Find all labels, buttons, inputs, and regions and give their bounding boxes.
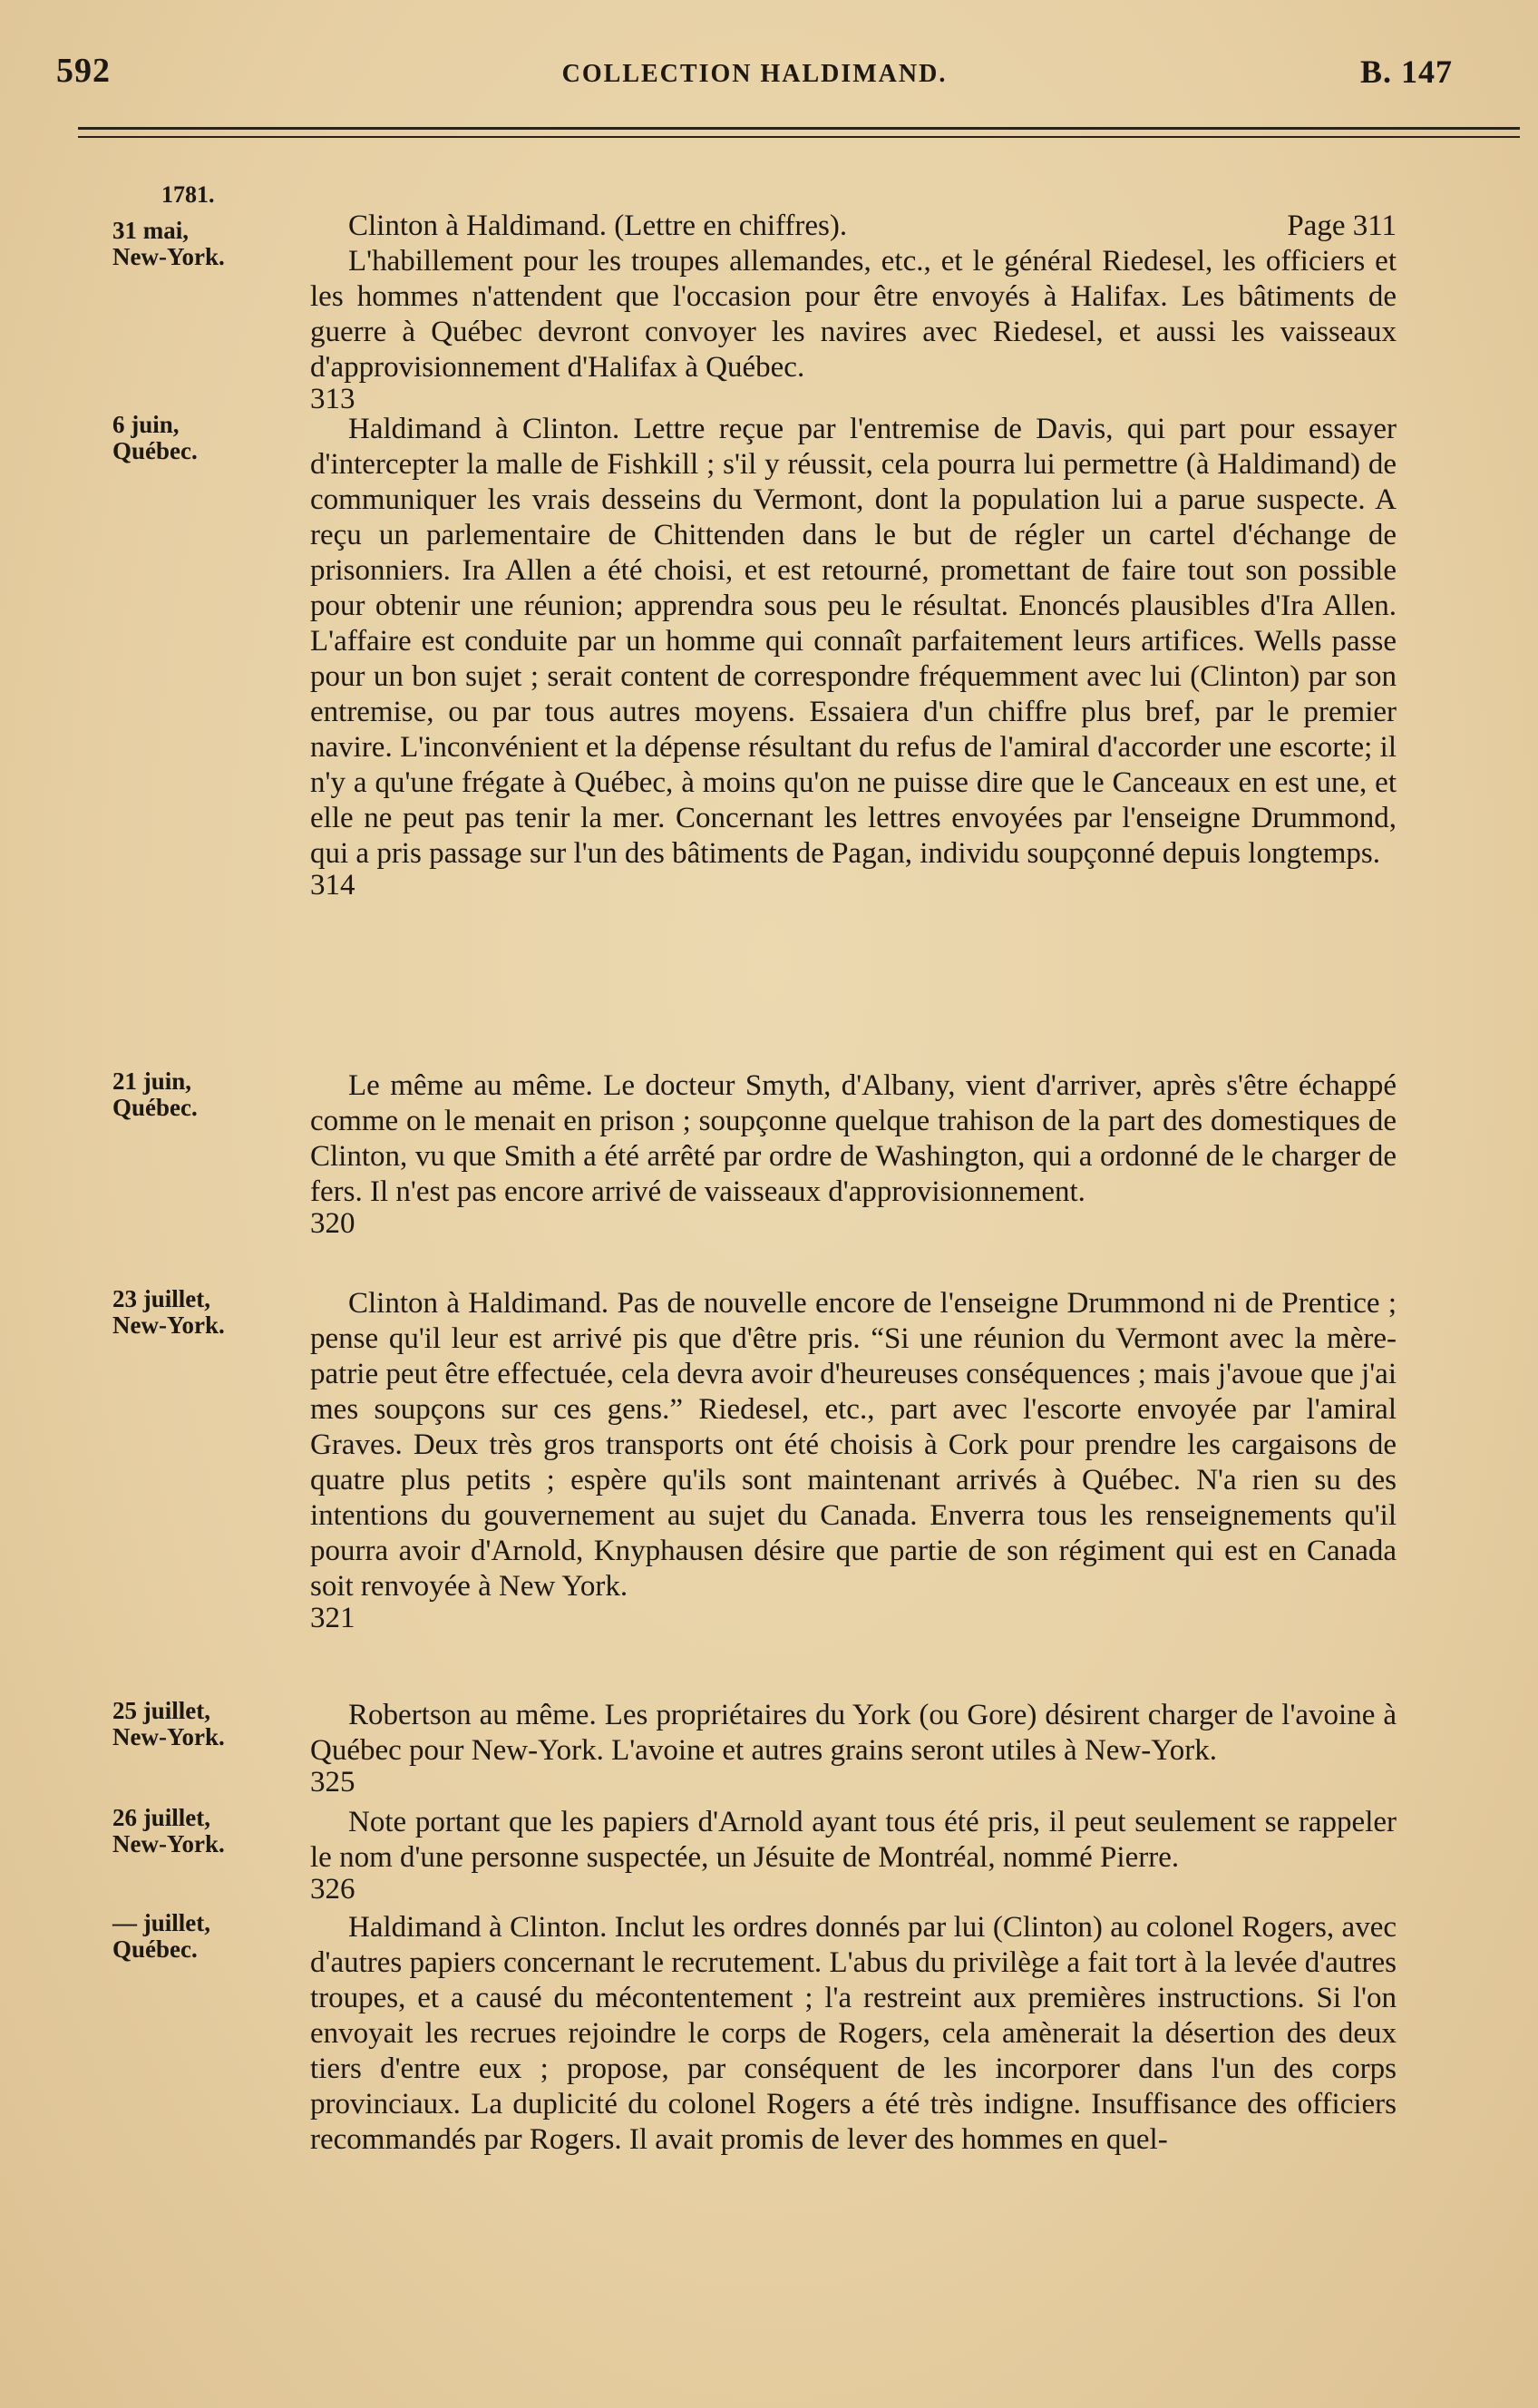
entry-body xyxy=(310,1698,1397,1799)
page-reference: 326 xyxy=(310,1873,355,1906)
entry-date: 21 juin, xyxy=(112,1068,192,1095)
running-title: COLLECTION HALDIMAND. xyxy=(561,60,948,88)
entry-text: Note portant que les papiers d'Arnold ayant tous été pris, il peut seulement se rappeler le nom d'une personne suspectée, un Jésuite de Montréal, nommé Pierre. xyxy=(310,1806,1397,1874)
entry-body xyxy=(310,1910,1397,2158)
entry-dateline xyxy=(112,1068,285,1121)
entry-place: New-York. xyxy=(112,1723,225,1750)
entry-date: 26 juillet, xyxy=(112,1804,210,1831)
entry-place: New-York. xyxy=(112,1311,225,1339)
page-reference: 314 xyxy=(310,869,355,902)
entry-dateline xyxy=(112,1805,285,1857)
entry-dateline xyxy=(112,1286,285,1339)
entry-body xyxy=(310,1286,1397,1632)
entry-place: New-York. xyxy=(112,243,225,270)
page-reference: 320 xyxy=(310,1207,355,1240)
page-header xyxy=(56,51,1453,96)
page-number: 592 xyxy=(56,52,111,90)
entry-text: Robertson au même. Les propriétaires du York (ou Gore) désirent charger de l'avoine à Québec pour New-York. L'avoine et autres grains seront utiles à New-York. xyxy=(310,1699,1397,1767)
entry-text: L'habillement pour les troupes allemandes, etc., et le général Riedesel, les officiers et les hommes n'attendent que l'occasion pour être envoyés à Halifax. Les bâtiments de guerre à Québec devront convoyer les navires avec Riedesel, et aussi les vaisseaux d'approvisionnement d'Halifax à Québec. xyxy=(310,245,1397,384)
entry-date: 6 juin, xyxy=(112,411,180,438)
page-label: Page 311 xyxy=(1287,210,1397,242)
entry-text: Le même au même. Le docteur Smyth, d'Albany, vient d'arriver, après s'être échappé comme on le menait en prison ; soupçonne quelque trahison de la part des domestiques de Clinton, vu que Smith a été arrêté par ordre de Washington, qui a ordonné de le charger de fers. Il n'est pas encore arrivé de vaisseaux d'approvisionnement. xyxy=(310,1069,1397,1208)
entry-place: Québec. xyxy=(112,1935,198,1963)
entry-date: 31 mai, xyxy=(112,217,189,244)
entry-dateline xyxy=(112,218,285,270)
page-reference: 313 xyxy=(310,383,355,415)
entry-place: Québec. xyxy=(112,1094,198,1121)
entry-dateline xyxy=(112,1910,285,1963)
entry-body xyxy=(310,1805,1397,1906)
entry-text: Clinton à Haldimand. Pas de nouvelle encore de l'enseigne Drummond ni de Prentice ; pense qu'il leur est arrivé pis que d'être pris. “Si une réunion du Vermont avec la mère-patrie peut être effectuée, cela devra avoir d'heureuses conséquences ; mais j'avoue que j'ai mes soupçons sur ces gens.” Riedesel, etc., part avec l'escorte envoyée par l'amiral Graves. Deux très gros transports ont été choisis à Cork pour prendre les cargaisons de quatre plus petits ; espère qu'ils sont maintenant arrivés à Québec. N'a rien su des intentions du gouvernement au sujet du Canada. Enverra tous les renseignements qu'il pourra avoir d'Arnold, Knyphausen désire que partie de son régiment qui est en Canada soit renvoyée à New York. xyxy=(310,1287,1397,1603)
header-rule-thin xyxy=(78,136,1520,138)
entry-body xyxy=(310,1068,1397,1240)
page-reference: 321 xyxy=(310,1602,355,1634)
volume-reference: B. 147 xyxy=(1359,54,1453,90)
year-label: 1781. xyxy=(161,181,215,208)
entry-text: Haldimand à Clinton. Lettre reçue par l'entremise de Davis, qui part pour essayer d'intercepter la malle de Fishkill ; s'il y réussit, cela pourra lui permettre (à Haldimand) de communiquer les vrais desseins du Vermont, dont la population lui a parue suspecte. A reçu un parlementaire de Chittenden dans le but de régler un cartel d'échange de prisonniers. Ira Allen a été choisi, et est retourné, promettant de faire tout son possible pour obtenir une réunion; apprendra sous peu le résultat. Enoncés plausibles d'Ira Allen. L'affaire est conduite par un homme qui connaît parfaitement leurs artifices. Wells passe pour un bon sujet ; serait content de correspondre fréquemment avec lui (Clinton) par son entremise, ou par tous autres moyens. Essaiera d'un chiffre plus bref, par le premier navire. L'inconvénient et la dépense résultant du refus de l'amiral d'accorder une escorte; il n'y a qu'une frégate à Québec, à moins qu'on ne puisse dire que le Canceaux en est une, et elle ne peut pas tenir la mer. Concernant les lettres envoyées par l'enseigne Drummond, qui a pris passage sur l'un des bâtiments de Pagan, individu soupçonné depuis longtemps. xyxy=(310,413,1397,870)
entry-place: Québec. xyxy=(112,437,198,464)
page-reference: 325 xyxy=(310,1766,355,1799)
entry-title-line: Clinton à Haldimand. (Lettre en chiffres). xyxy=(348,210,848,242)
entry-text: Haldimand à Clinton. Inclut les ordres donnés par lui (Clinton) au colonel Rogers, avec d'autres papiers concernant le recrutement. L'abus du privilège a fait tort à la levée d'autres troupes, et a causé du mécontentement ; l'a restreint aux premières instructions. Si l'on envoyait les recrues rejoindre le corps de Rogers, cela amènerait la désertion des deux tiers d'entre eux ; propose, par conséquent de les incorporer dans l'un des corps provinciaux. La duplicité du colonel Rogers a été très indigne. Insuffisance des officiers recommandés par Rogers. Il avait promis de lever des hommes en quel- xyxy=(310,1911,1397,2156)
entry-dateline xyxy=(112,1698,285,1750)
entry-body xyxy=(310,209,1397,413)
entry-date: — juillet, xyxy=(112,1909,210,1936)
header-rule-thick xyxy=(78,127,1520,130)
entry-body xyxy=(310,412,1397,902)
entry-date: 25 juillet, xyxy=(112,1697,210,1724)
entry-dateline xyxy=(112,412,285,464)
entry-date: 23 juillet, xyxy=(112,1285,210,1312)
entry-place: New-York. xyxy=(112,1830,225,1857)
